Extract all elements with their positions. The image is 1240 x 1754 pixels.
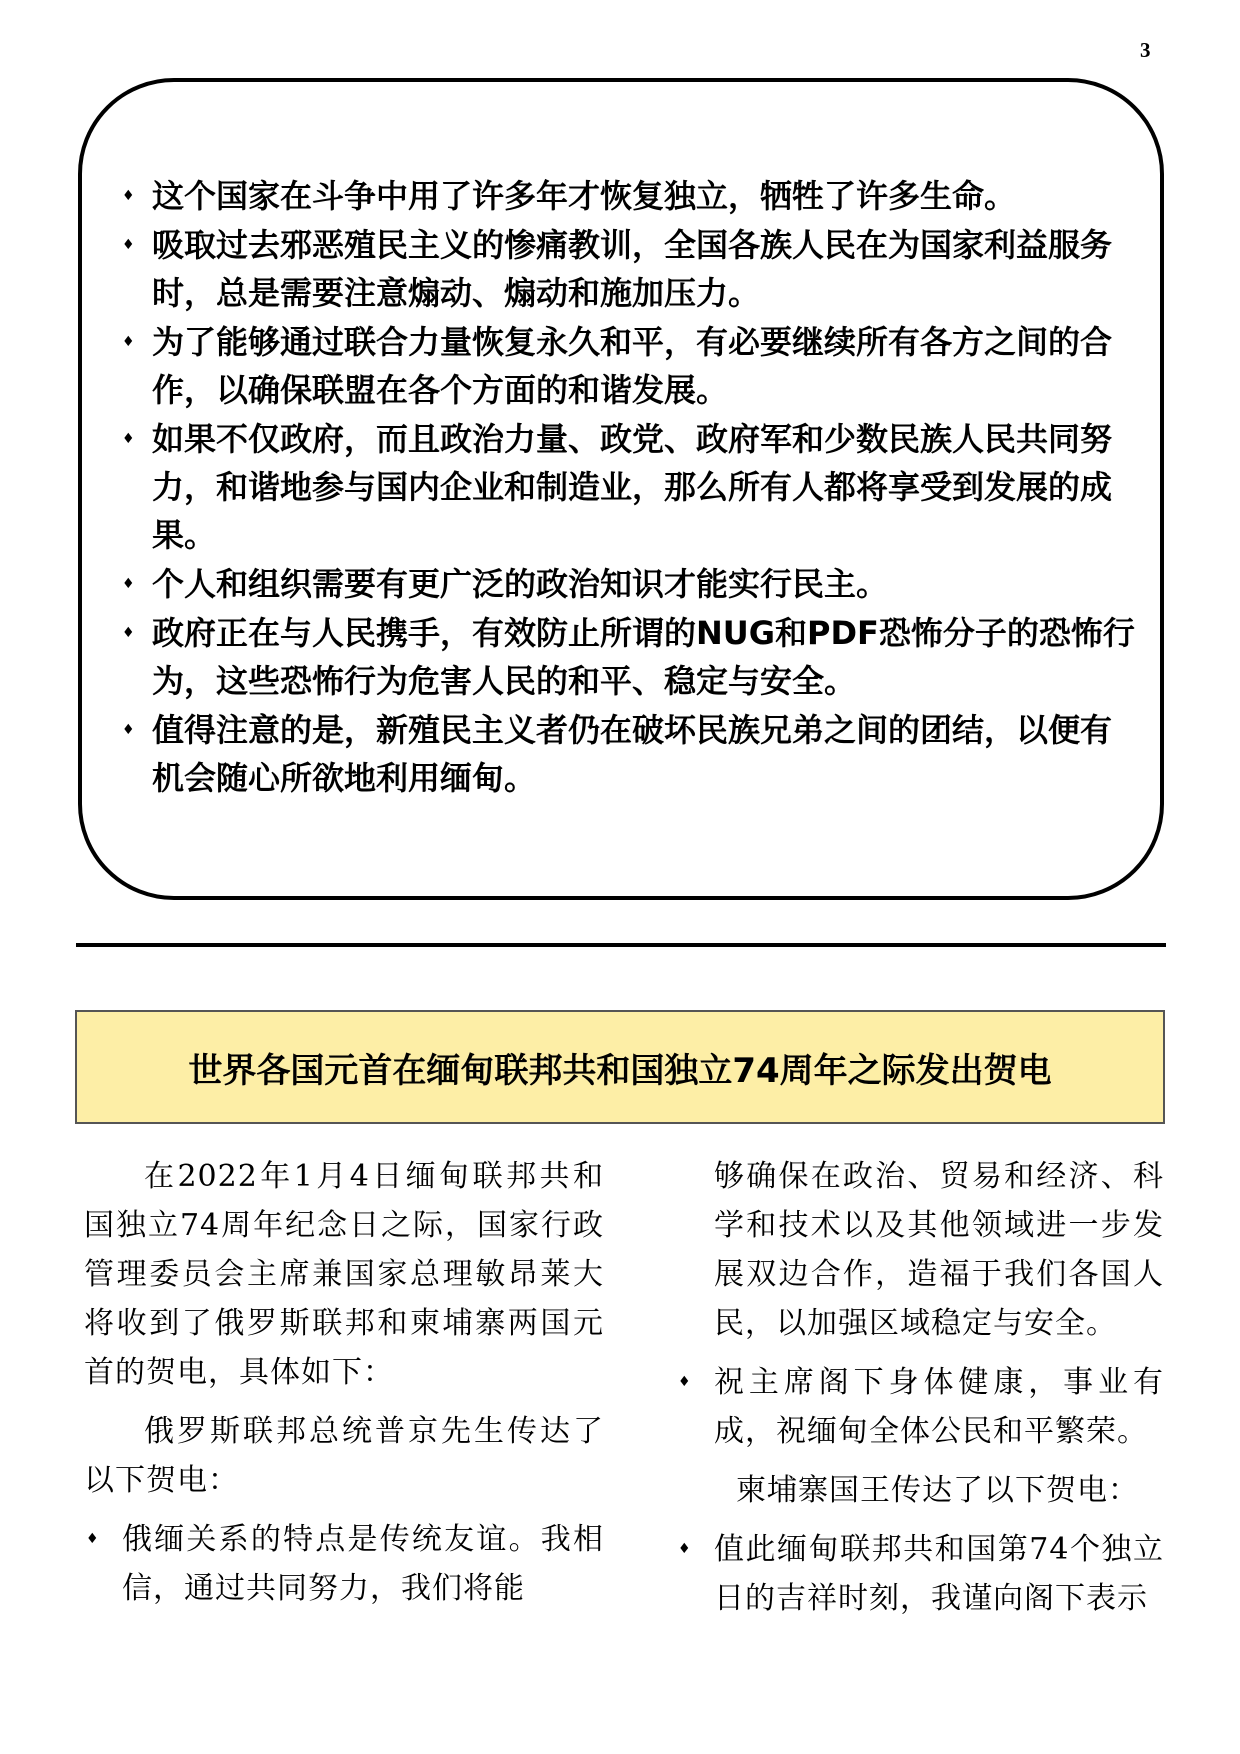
list-item: ♦ 这个国家在斗争中用了许多年才恢复独立，牺牲了许多生命。 bbox=[122, 172, 1142, 220]
diamond-bullet-icon: ♦ bbox=[122, 625, 135, 641]
paragraph-continuation: 够确保在政治、贸易和经济、科学和技术以及其他领域进一步发展双边合作，造福于我们各国人民，以加强区域稳定与安全。 bbox=[714, 1159, 1164, 1341]
list-item: ♦ 值得注意的是，新殖民主义者仍在破坏民族兄弟之间的团结，以便有机会随心所欲地利用缅甸。 bbox=[122, 706, 1142, 802]
list-item: ♦ 如果不仅政府，而且政治力量、政党、政府军和少数民族人民共同努力，和谐地参与国内企业和制造业，那么所有人都将享受到发展的成果。 bbox=[122, 415, 1142, 559]
diamond-bullet-icon: ♦ bbox=[678, 1374, 692, 1390]
paragraph: 俄罗斯联邦总统普京先生传达了以下贺电： bbox=[84, 1414, 604, 1498]
page-number: 3 bbox=[1140, 38, 1151, 62]
article-column-left bbox=[84, 1152, 604, 1623]
article-column-right bbox=[676, 1152, 1164, 1633]
diamond-bullet-icon: ♦ bbox=[122, 722, 135, 738]
bullet-list bbox=[676, 1358, 1164, 1456]
diamond-bullet-icon: ♦ bbox=[122, 576, 135, 592]
diamond-bullet-icon: ♦ bbox=[678, 1541, 692, 1557]
paragraph: 在2022年1月4日缅甸联邦共和国独立74周年纪念日之际，国家行政管理委员会主席兼国家总理敏昂莱大将收到了俄罗斯联邦和柬埔寨两国元首的贺电，具体如下： bbox=[84, 1159, 604, 1390]
diamond-bullet-icon: ♦ bbox=[122, 334, 135, 350]
list-item: ♦ 吸取过去邪恶殖民主义的惨痛教训，全国各族人民在为国家利益服务时，总是需要注意煽动、煽动和施加压力。 bbox=[122, 221, 1142, 317]
article-headline: 世界各国元首在缅甸联邦共和国独立74周年之际发出贺电 bbox=[75, 1010, 1165, 1124]
diamond-bullet-icon: ♦ bbox=[122, 431, 135, 447]
diamond-bullet-icon: ♦ bbox=[122, 237, 135, 253]
list-item: ♦ 政府正在与人民携手，有效防止所谓的NUG和PDF恐怖分子的恐怖行为，这些恐怖行为危害人民的和平、稳定与安全。 bbox=[122, 609, 1142, 705]
bullet-list bbox=[676, 1525, 1164, 1623]
paragraph: 柬埔寨国王传达了以下贺电： bbox=[736, 1473, 1139, 1508]
list-item: ♦ 祝主席阁下身体健康，事业有成，祝缅甸全体公民和平繁荣。 bbox=[676, 1358, 1164, 1456]
list-item: ♦ 值此缅甸联邦共和国第74个独立日的吉祥时刻，我谨向阁下表示 bbox=[676, 1525, 1164, 1623]
section-divider bbox=[76, 943, 1166, 947]
list-item: ♦ 俄缅关系的特点是传统友谊。我相信，通过共同努力，我们将能 bbox=[84, 1515, 604, 1613]
list-item: ♦ 个人和组织需要有更广泛的政治知识才能实行民主。 bbox=[122, 560, 1142, 608]
key-points-list bbox=[122, 172, 1142, 803]
bullet-list bbox=[84, 1515, 604, 1613]
list-item: ♦ 为了能够通过联合力量恢复永久和平，有必要继续所有各方之间的合作，以确保联盟在各个方面的和谐发展。 bbox=[122, 318, 1142, 414]
diamond-bullet-icon: ♦ bbox=[86, 1531, 100, 1547]
diamond-bullet-icon: ♦ bbox=[122, 188, 135, 204]
